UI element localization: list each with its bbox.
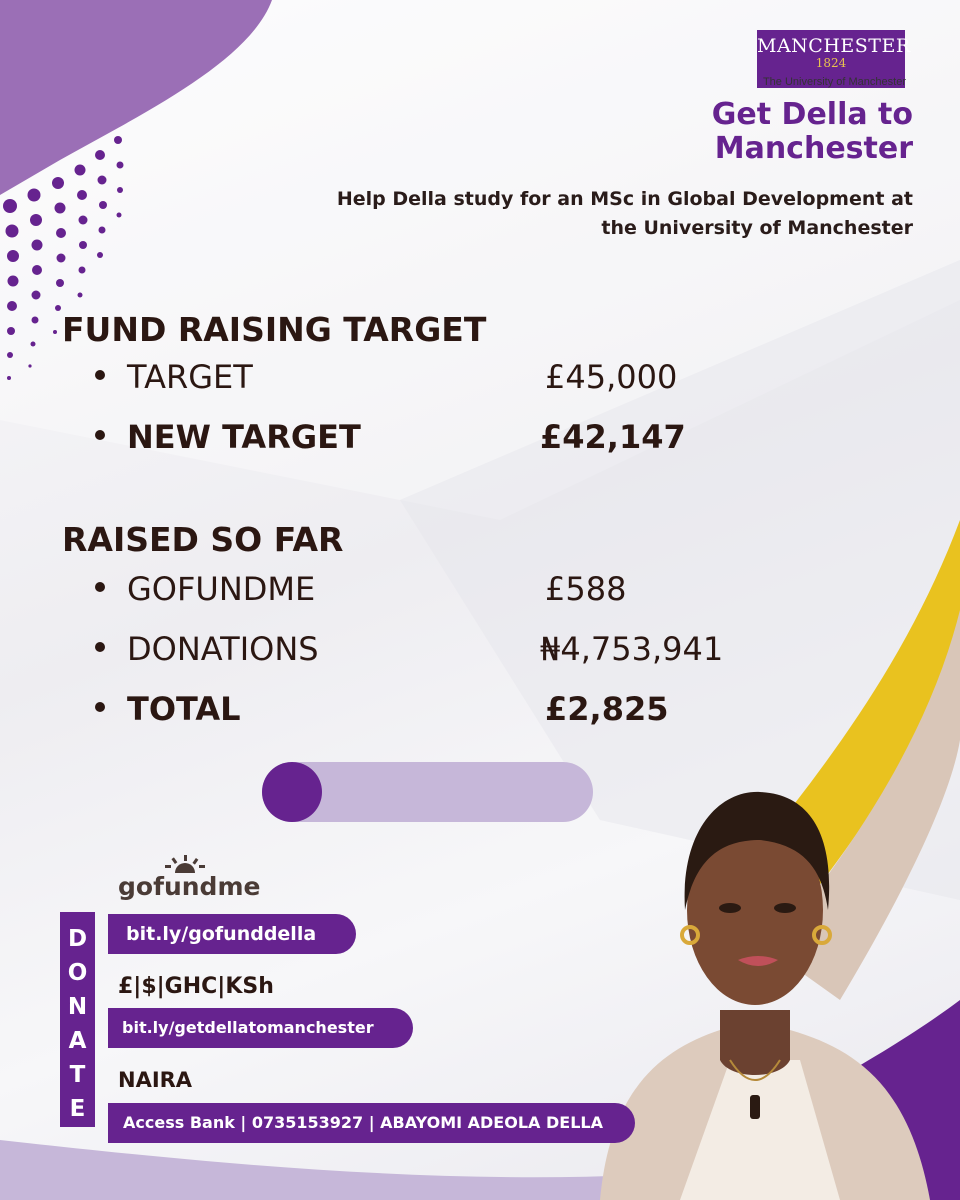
target-value: £45,000 xyxy=(545,358,678,396)
donate-vertical-label xyxy=(60,912,95,1127)
logo-wordmark: MANCHESTER xyxy=(757,35,911,57)
page-subtitle xyxy=(273,185,913,243)
left-eye xyxy=(719,903,741,913)
gofundme-link[interactable]: bit.ly/gofunddella xyxy=(108,914,356,954)
bottom-lavender-swoosh xyxy=(0,1140,640,1200)
currencies-link[interactable]: bit.ly/getdellatomanchester xyxy=(108,1008,413,1048)
progress-bar xyxy=(262,762,593,822)
gofundme-label-text: GOFUNDME xyxy=(127,570,316,608)
neck xyxy=(720,1010,790,1075)
title-line-1: Get Della to xyxy=(711,97,913,132)
total-label-text: TOTAL xyxy=(127,690,241,728)
bullet xyxy=(95,582,105,592)
subtitle-line-2: the University of Manchester xyxy=(601,217,913,239)
donate-letter: T xyxy=(69,1062,86,1088)
progress-fill xyxy=(262,762,322,822)
gofundme-logo: gofundme xyxy=(118,872,261,901)
new-target-value: £42,147 xyxy=(540,418,686,456)
pendant xyxy=(750,1095,760,1119)
gofundme-sun-icon xyxy=(165,855,205,873)
donations-value: ₦4,753,941 xyxy=(540,630,724,668)
donate-letter: N xyxy=(67,994,88,1020)
bullet xyxy=(95,370,105,380)
gofundme-label xyxy=(95,570,315,608)
logo-year: 1824 xyxy=(815,56,847,70)
bullet xyxy=(95,642,105,652)
logo-subtitle: The University of Manchester xyxy=(762,76,906,88)
donate-letter: E xyxy=(69,1096,86,1122)
donate-letter: D xyxy=(67,926,88,952)
fund-raising-heading: FUND RAISING TARGET xyxy=(62,310,487,349)
total-value: £2,825 xyxy=(545,690,669,728)
new-target-label-text: NEW TARGET xyxy=(127,418,361,456)
donate-letter: O xyxy=(67,960,88,986)
donations-label-text: DONATIONS xyxy=(127,630,319,668)
currencies-label: £|$|GHC|KSh xyxy=(118,974,274,999)
title-line-2: Manchester xyxy=(714,131,913,166)
page-title xyxy=(712,98,913,166)
target-label-text: TARGET xyxy=(127,358,253,396)
subtitle-line-1: Help Della study for an MSc in Global Development at xyxy=(336,188,913,210)
donate-letter: A xyxy=(68,1028,87,1054)
bullet xyxy=(95,430,105,440)
bank-details: Access Bank | 0735153927 | ABAYOMI ADEOLA DELLA xyxy=(108,1103,635,1143)
total-label xyxy=(95,690,241,728)
raised-heading: RAISED SO FAR xyxy=(62,520,344,559)
gofundme-value: £588 xyxy=(545,570,627,608)
donations-label xyxy=(95,630,319,668)
bullet xyxy=(95,702,105,712)
target-label xyxy=(95,358,253,396)
new-target-label xyxy=(95,418,361,456)
naira-label: NAIRA xyxy=(118,1068,193,1092)
right-eye xyxy=(774,903,796,913)
